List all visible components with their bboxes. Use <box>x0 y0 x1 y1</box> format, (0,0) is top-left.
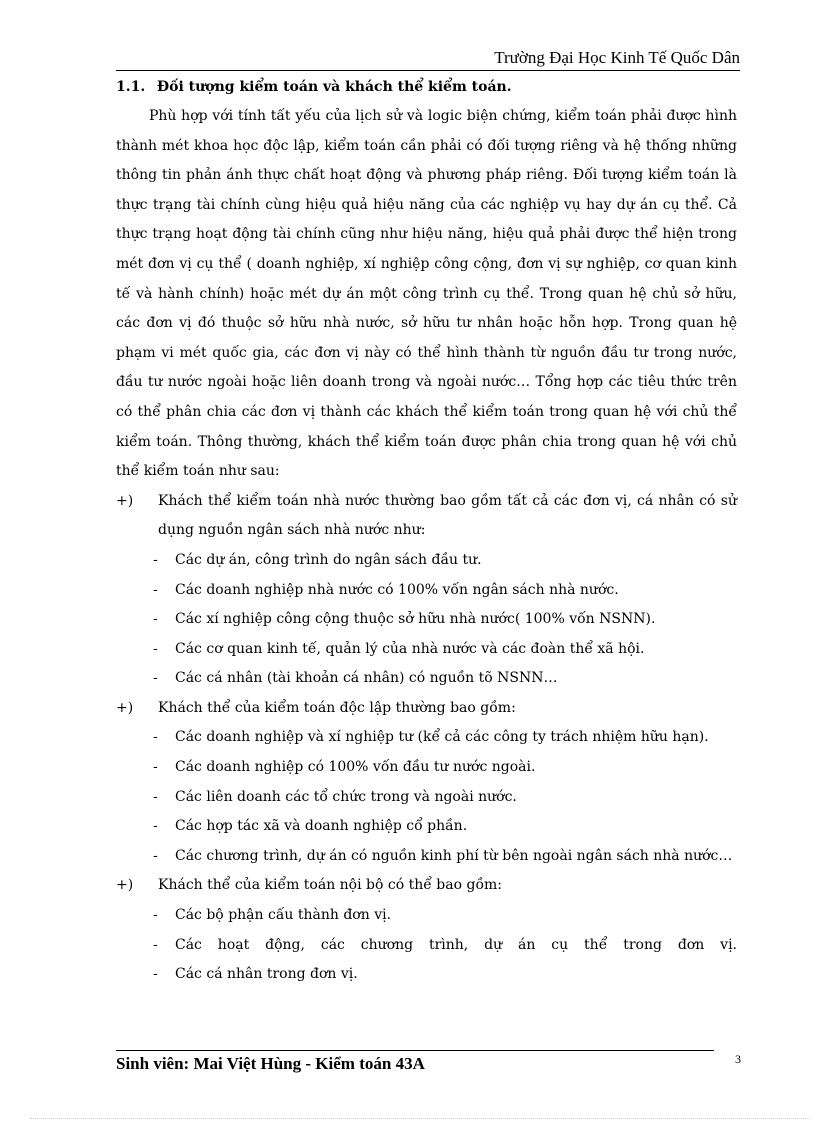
list-item: - Các doanh nghiệp nhà nước có 100% vốn ngân sách nhà nước. <box>116 576 737 606</box>
dash-marker: - <box>153 818 158 835</box>
dash-marker: - <box>153 907 158 924</box>
list-item: - Các cá nhân (tài khoản cá nhân) có nguồn tõ NSNN… <box>116 664 737 694</box>
list-item: - Các bộ phận cấu thành đơn vị. <box>116 901 737 931</box>
intro-paragraph: Phù hợp với tính tất yếu của lịch sử và logic biện chứng, kiểm toán phải được hình thành mét khoa học độc lập, kiểm toán cần phải có đối tượng riêng và hệ thống những thông tin phản ánh thực chất hoạt động và phương pháp riêng. Đối tượng kiểm toán là thực trạng tài chính cùng hiệu quả hiệu năng của các nghiệp vụ hay dự án cụ thể. Cả thực trạng hoạt động tài chính cũng như hiệu năng, hiệu quả phải được thể hiện trong mét đơn vị cụ thể ( doanh nghiệp, xí nghiệp công cộng, đơn vị sự nghiệp, cơ quan kinh tế và hành chính) hoặc mét dự án một công trình cụ thể. Trong quan hệ chủ sở hữu, các đơn vị đó thuộc sở hữu nhà nước, sở hữu tư nhân hoặc hỗn hợp. Trong quan hệ phạm vi mét quốc gia, các đơn vị này có thể hình thành từ nguồn đầu tư trong nước, đầu tư nước ngoài hoặc liên doanh trong và ngoài nước… Tổng hợp các tiêu thức trên có thể phân chia các đơn vị thành các khách thể kiểm toán trong quan hệ với chủ thể kiểm toán. Thông thường, khách thể kiểm toán được phân chia trong quan hệ với chủ thể kiểm toán như sau: <box>116 108 737 480</box>
footer-rule <box>116 1050 714 1051</box>
dash-marker: - <box>153 670 158 687</box>
page-edge-divider <box>30 1118 810 1119</box>
list-item: - Các liên doanh các tổ chức trong và ngoài nước. <box>116 783 737 813</box>
section-heading <box>116 72 737 102</box>
dash-marker: - <box>153 581 158 598</box>
page-number: 3 <box>735 1052 741 1066</box>
footer-author: Sinh viên: Mai Việt Hùng - Kiểm toán 43A <box>116 1054 425 1073</box>
dash-marker: - <box>153 966 158 983</box>
dash-marker: - <box>153 759 158 776</box>
dash-marker: - <box>153 611 158 628</box>
list-item: - Các dự án, công trình do ngân sách đầu tư. <box>116 546 737 576</box>
dash-marker: - <box>153 788 158 805</box>
group-marker: +) <box>116 492 134 509</box>
group-text: Khách thể của kiểm toán độc lập thường bao gồm: <box>158 699 516 716</box>
group-marker: +) <box>116 699 134 716</box>
group-marker: +) <box>116 877 134 894</box>
dash-marker: - <box>153 936 158 953</box>
dash-marker: - <box>153 847 158 864</box>
section-number: 1.1. <box>116 79 146 95</box>
list-item: - Các doanh nghiệp có 100% vốn đầu tư nước ngoài. <box>116 753 737 783</box>
header-title: Trường Đại Học Kinh Tế Quốc Dân <box>494 48 740 67</box>
group-internal-audit <box>116 871 737 901</box>
dash-marker: - <box>153 640 158 657</box>
group-text: Khách thể kiểm toán nhà nước thường bao gồm tất cả các đơn vị, cá nhân có sử dụng nguồn ngân sách nhà nước như: <box>158 492 737 539</box>
list-item: - Các doanh nghiệp và xí nghiệp tư (kể cả các công ty trách nhiệm hữu hạn). <box>116 723 737 753</box>
document-body <box>116 72 737 990</box>
list-item: - Các hoạt động, các chương trình, dự án cụ thể trong đơn vị. <box>116 931 737 961</box>
list-item: - Các chương trình, dự án có nguồn kinh phí từ bên ngoài ngân sách nhà nước… <box>116 842 737 872</box>
page-header <box>116 48 740 71</box>
list-item: - Các cá nhân trong đơn vị. <box>116 960 737 990</box>
section-title: Đối tượng kiểm toán và khách thể kiểm toán. <box>156 79 512 95</box>
list-item: - Các xí nghiệp công cộng thuộc sở hữu nhà nước( 100% vốn NSNN). <box>116 605 737 635</box>
dash-marker: - <box>153 551 158 568</box>
list-item: - Các hợp tác xã và doanh nghiệp cổ phần. <box>116 812 737 842</box>
list-item: - Các cơ quan kinh tế, quản lý của nhà nước và các đoàn thể xã hội. <box>116 635 737 665</box>
group-text: Khách thể của kiểm toán nội bộ có thể bao gồm: <box>158 877 503 894</box>
group-independent-audit <box>116 694 737 724</box>
group-state-audit <box>116 487 737 546</box>
dash-marker: - <box>153 729 158 746</box>
